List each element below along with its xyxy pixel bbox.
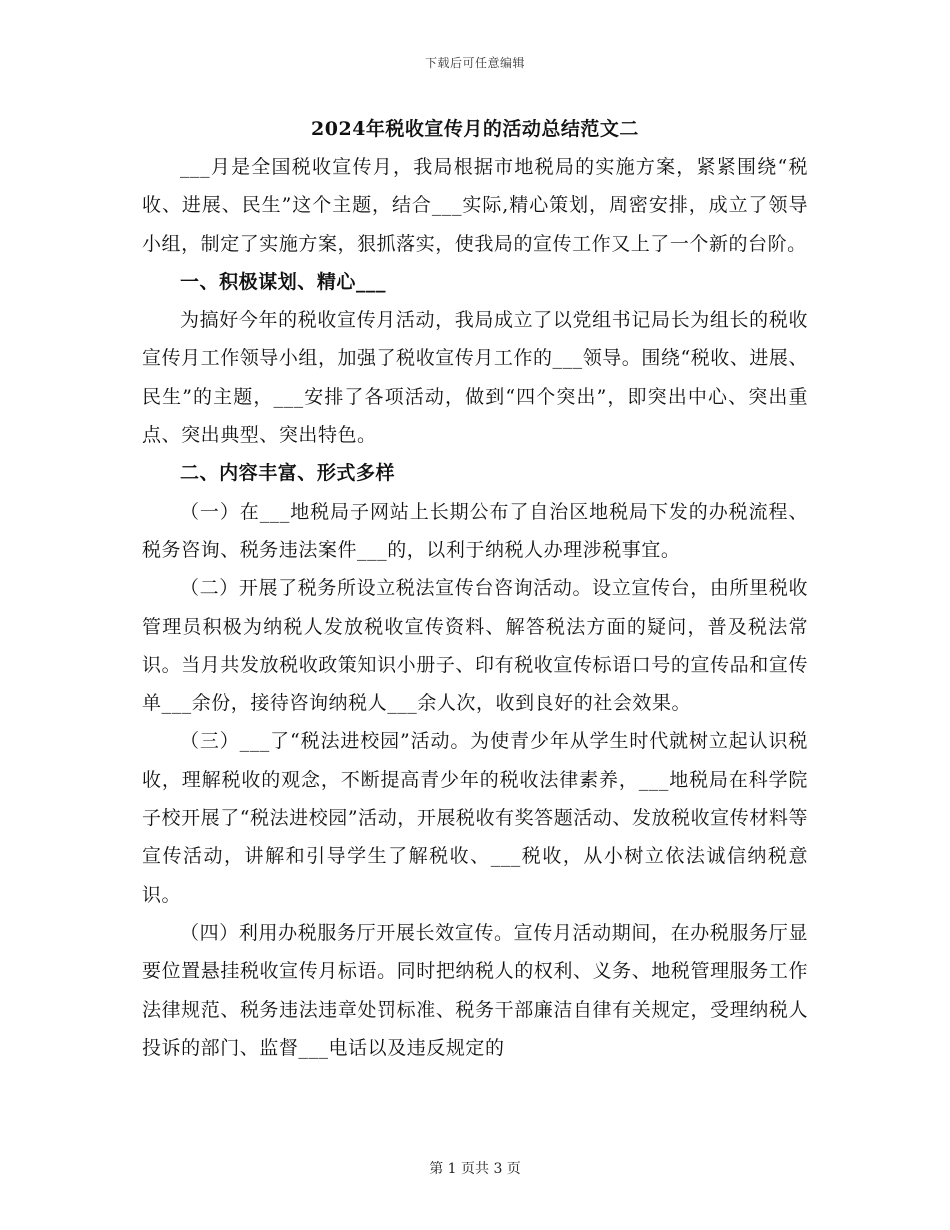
item-1-paragraph: （一）在___地税局子网站上长期公布了自治区地税局下发的办税流程、税务咨询、税务违法案件___的，以利于纳税人办理涉税事宜。 — [142, 500, 808, 561]
item-4-paragraph: （四）利用办税服务厅开展长效宣传。宣传月活动期间，在办税服务厅显要位置悬挂税收宣传月标语。同时把纳税人的权利、义务、地税管理服务工作法律规范、税务违法违章处罚标准、税务干部廉洁自律有关规定，受理纳税人投诉的部门、监督___电话以及违反规定的 — [142, 921, 808, 1059]
section-1-paragraph: 为搞好今年的税收宣传月活动，我局成立了以党组书记局长为组长的税收宣传月工作领导小组，加强了税收宣传月工作的___领导。围绕“税收、进展、民生”的主题，___安排了各项活动，做到“四个突出”，即突出中心、突出重点、突出典型、突出特色。 — [142, 309, 809, 447]
item-2-paragraph: （二）开展了税务所设立税法宣传台咨询活动。设立宣传台，由所里税收管理员积极为纳税人发放税收宣传资料、解答税法方面的疑问，普及税法常识。当月共发放税收政策知识小册子、印有税收宣传标语口号的宣传品和宣传单___余份，接待咨询纳税人___余人次，收到良好的社会效果。 — [142, 577, 808, 715]
document-title: 2024年税收宣传月的活动总结范文二 — [311, 118, 639, 140]
document-body — [142, 148, 808, 1067]
header-note: 下载后可任意编辑 — [424, 56, 525, 70]
intro-paragraph: ___月是全国税收宣传月，我局根据市地税局的实施方案，紧紧围绕“税收、进展、民生”这个主题，结合___实际,精心策划，周密安排，成立了领导小组，制定了实施方案，狠抓落实，使我局的宣传工作又上了一个新的台阶。 — [142, 156, 808, 255]
section-heading-1: 一、积极谋划、精心___ — [180, 270, 387, 293]
page-number: 第 1 页共 3 页 — [429, 1161, 521, 1177]
section-heading-2: 二、内容丰富、形式多样 — [180, 462, 396, 485]
item-3-paragraph: （三）___了“税法进校园”活动。为使青少年从学生时代就树立起认识税收，理解税收的观念，不断提高青少年的税收法律素养，___地税局在科学院子校开展了“税法进校园”活动，开展税收有奖答题活动、发放税收宣传材料等宣传活动，讲解和引导学生了解税收、___税收，从小树立依法诚信纳税意识。 — [142, 730, 808, 906]
